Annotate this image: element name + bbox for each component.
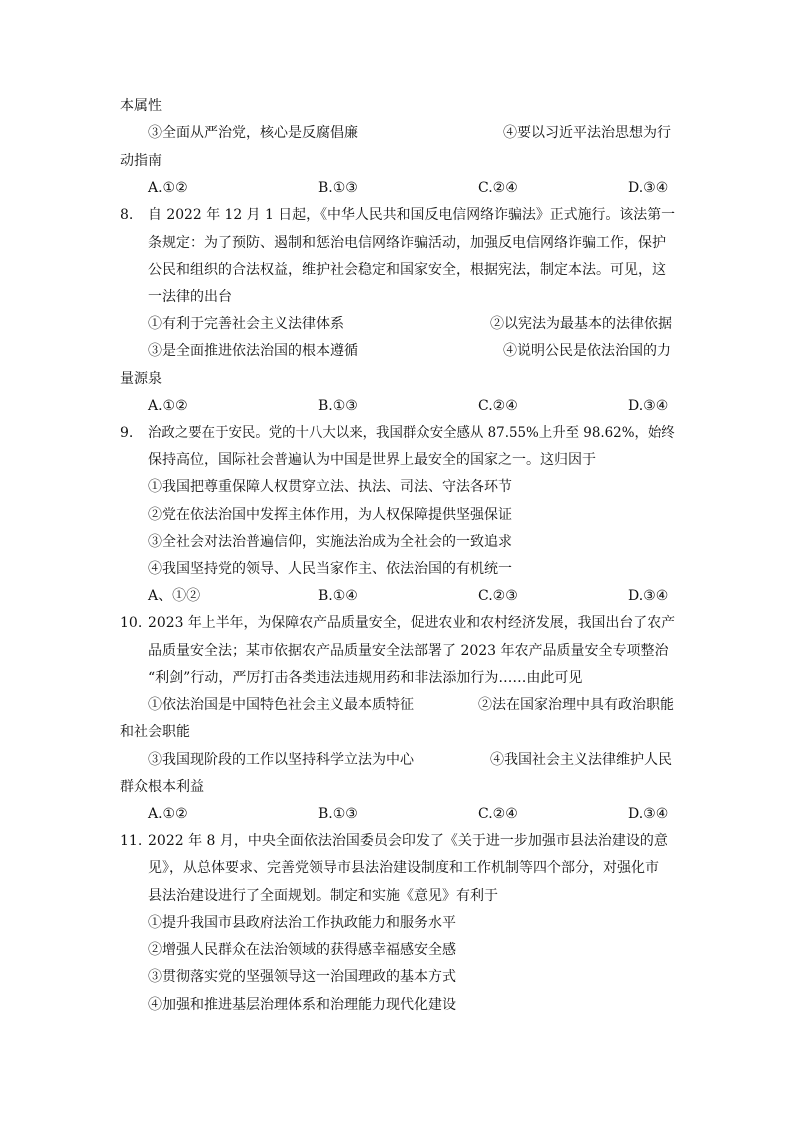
q8-stem-line-2: 条规定：为了预防、遏制和惩治电信网络诈骗活动，加强反电信网络诈骗工作，保护 — [148, 235, 666, 251]
q10-choice-a: A.①② — [148, 806, 188, 822]
q8-option-1: ①有利于完善社会主义法律体系 — [148, 316, 344, 332]
q9-option-4: ④我国坚持党的领导、人民当家作主、依法治国的有机统一 — [148, 561, 512, 577]
prev-choice-b: B.①③ — [318, 180, 358, 196]
q10-choice-b: B.①③ — [318, 806, 358, 822]
q10-option-4: ④我国社会主义法律维护人民 — [490, 752, 672, 768]
q11-option-1: ①提升我国市县政府法治工作执政能力和服务水平 — [148, 915, 456, 931]
q10-choice-d: D.③④ — [628, 806, 669, 822]
q10-stem-line-3: “利剑”行动，严厉打击各类违法违规用药和非法添加行为……由此可见 — [148, 670, 583, 686]
q9-number: 9. — [120, 425, 134, 441]
q10-option-4-cont: 群众根本利益 — [120, 779, 204, 795]
q10-choice-c: C.②④ — [478, 806, 518, 822]
q9-choice-b: B.①④ — [318, 588, 358, 604]
q10-option-3: ③我国现阶段的工作以坚持科学立法为中心 — [148, 752, 414, 768]
prev-option-3: ③全面从严治党，核心是反腐倡廉 — [148, 125, 358, 141]
q9-stem-line-1: 治政之要在于安民。党的十八大以来，我国群众安全感从 87.55%上升至 98.62%，始终 — [148, 425, 675, 441]
q9-stem-line-2: 保持高位，国际社会普遍认为中国是世界上最安全的国家之一。这归因于 — [148, 452, 596, 468]
q8-option-3: ③是全面推进依法治国的根本遵循 — [148, 343, 358, 359]
q8-option-4-cont: 量源泉 — [120, 371, 162, 387]
prev-choice-c: C.②④ — [478, 180, 518, 196]
q8-option-4: ④说明公民是依法治国的力 — [503, 343, 671, 359]
q10-option-2: ②法在国家治理中具有政治职能 — [478, 697, 674, 713]
q8-choice-b: B.①③ — [318, 398, 358, 414]
q8-choice-c: C.②④ — [478, 398, 518, 414]
q11-option-2: ②增强人民群众在法治领域的获得感幸福感安全感 — [148, 942, 456, 958]
prev-option-4-cont: 动指南 — [120, 153, 162, 169]
q10-stem-line-2: 品质量安全法；某市依据农产品质量安全法部署了 2023 年农产品质量安全专项整治 — [148, 643, 669, 659]
q11-stem-line-3: 县法治建设进行了全面规划。制定和实施《意见》有利于 — [148, 888, 498, 904]
q9-choice-d: D.③④ — [628, 588, 669, 604]
prev-question-tail: 本属性 — [120, 98, 162, 114]
prev-choice-a: A.①② — [148, 180, 188, 196]
q8-choice-a: A.①② — [148, 398, 188, 414]
q10-stem-line-1: 2023 年上半年，为保障农产品质量安全，促进农业和农村经济发展，我国出台了农产 — [148, 615, 676, 631]
q11-option-4: ④加强和推进基层治理体系和治理能力现代化建设 — [148, 997, 456, 1013]
prev-option-4: ④要以习近平法治思想为行 — [503, 125, 671, 141]
q9-option-2: ②党在依法治国中发挥主体作用，为人权保障提供坚强保证 — [148, 507, 512, 523]
q11-option-3: ③贯彻落实党的坚强领导这一治国理政的基本方式 — [148, 969, 456, 985]
q8-number: 8. — [120, 207, 134, 223]
q10-option-1: ①依法治国是中国特色社会主义最本质特征 — [148, 697, 414, 713]
q10-option-2-cont: 和社会职能 — [120, 724, 190, 740]
q9-option-1: ①我国把尊重保障人权贯穿立法、执法、司法、守法各环节 — [148, 479, 512, 495]
q9-choice-a: A、①② — [148, 588, 201, 604]
q8-option-2: ②以宪法为最基本的法律依据 — [490, 316, 672, 332]
prev-choice-d: D.③④ — [628, 180, 669, 196]
q8-stem-line-1: 自 2022 年 12 月 1 日起，《中华人民共和国反电信网络诈骗法》正式施行。该法第一 — [148, 207, 676, 223]
q11-number: 11. — [120, 833, 143, 849]
q10-number: 10. — [120, 615, 143, 631]
q11-stem-line-1: 2022 年 8 月，中央全面依法治国委员会印发了《关于进一步加强市县法治建设的意 — [148, 833, 668, 849]
q9-choice-c: C.②③ — [478, 588, 518, 604]
q8-stem-line-3: 公民和组织的合法权益，维护社会稳定和国家安全，根据宪法，制定本法。可见，这 — [148, 262, 666, 278]
q8-choice-d: D.③④ — [628, 398, 669, 414]
q11-stem-line-2: 见》，从总体要求、完善党领导市县法治建设制度和工作机制等四个部分，对强化市 — [148, 860, 659, 876]
q8-stem-line-4: 一法律的出台 — [148, 289, 232, 305]
q9-option-3: ③全社会对法治普遍信仰，实施法治成为全社会的一致追求 — [148, 534, 512, 550]
